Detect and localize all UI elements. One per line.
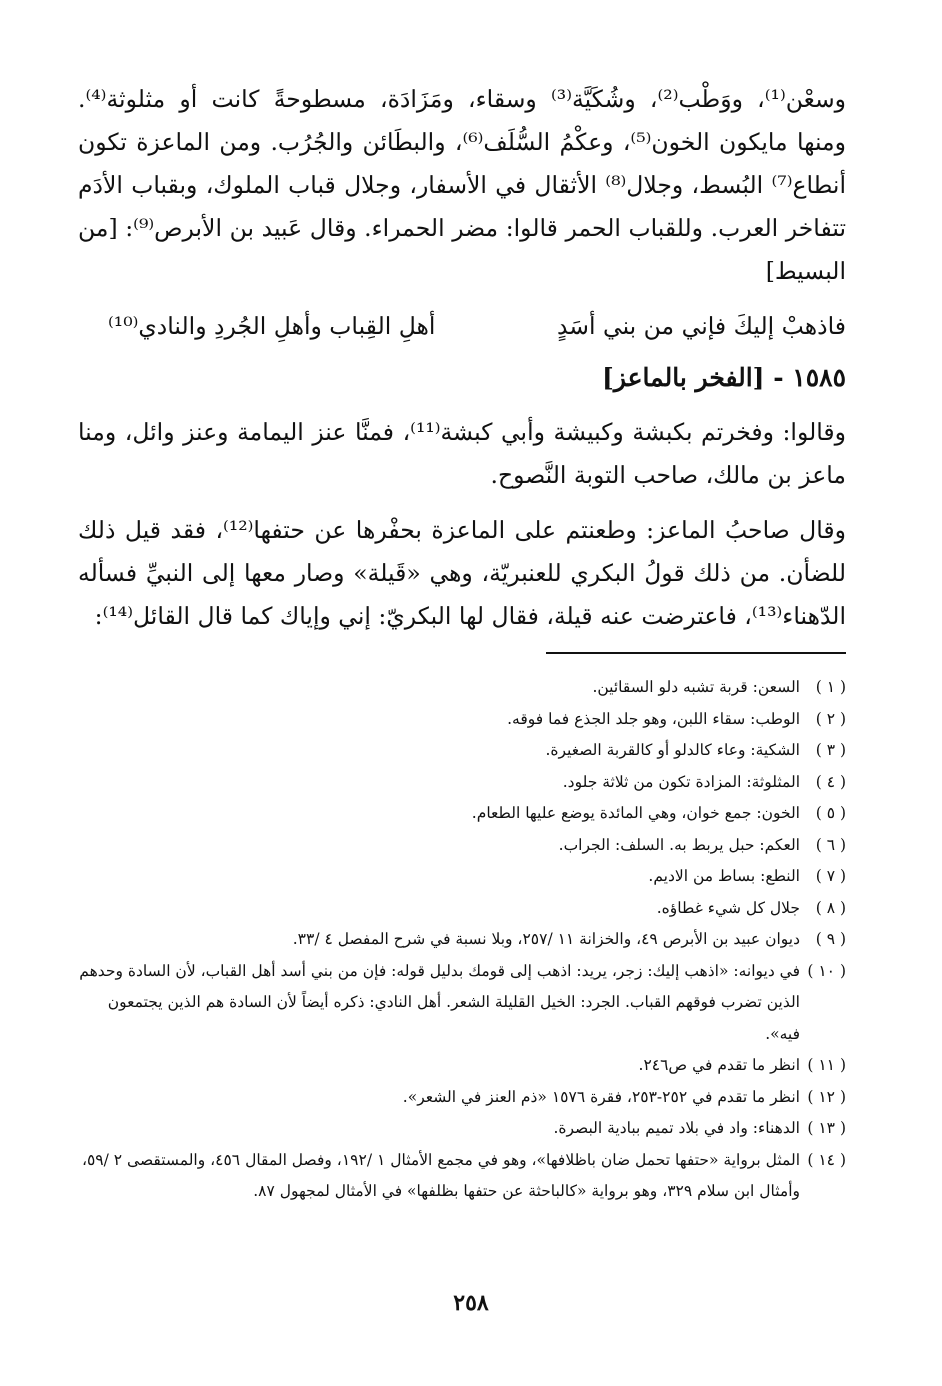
footnote [78,1145,846,1208]
footnote-number: ( ١٣ ) [807,1119,846,1137]
footnote [78,798,846,830]
footnote-number: ( ٨ ) [815,898,846,917]
footnote-text: جلال كل شيء غطاؤه. [656,898,800,917]
verse-second-hemistich: أهلِ القِباب وأهلِ الجُردِ والنادي⁽¹⁰⁾ [108,312,436,340]
footnote-number: ( ١٤ ) [807,1150,846,1169]
footnote-number: ( ١ ) [815,678,846,696]
main-text [78,78,846,650]
footnote-text: الدهناء: واد في بلاد تميم ببادية البصرة. [553,1119,800,1137]
footnote-number: ( ٧ ) [815,867,846,885]
footnote-text: في ديوانه: «اذهب إليك: زجر، يريد: اذهب إلى قومك بدليل قوله: فإن من بني أسد أهل القباب، لأن السادة وحدهم الذين تضرب فوقهم القباب. الجرد: الخيل القليلة الشعر. أهل النادي: ذكره أيضاً لأن السادة هم الذين يجتمعون فيه». [79,961,800,1043]
verse-first-hemistich: فاذهبْ إليكَ فإني من بني أسَدٍ [556,312,846,340]
footnote-text: الخون: جمع خوان، وهي المائدة يوضع عليها الطعام. [471,804,800,822]
page-number: ٢٥٨ [453,1290,489,1316]
footnote-text: السعن: قربة تشبه دلو السقائين. [592,678,800,696]
footnote [78,956,846,1051]
footnote [78,767,846,799]
footnote-number: ( ٥ ) [815,804,846,822]
footnote-text: ديوان عبيد بن الأبرص ٤٩، والخزانة ١١ /٢٥٧، وبلا نسبة في شرح المفصل ٤ /٣٣. [292,930,800,948]
footnote-number: ( ٦ ) [815,835,846,854]
footnote [78,1050,846,1082]
footnote [78,735,846,767]
footnote-text: انظر ما تقدم في ٢٥٢-٢٥٣، فقرة ١٥٧٦ «ذم العنز في الشعر». [402,1087,800,1106]
footnotes [78,672,846,1208]
footnote-text: النطع: بساط من الاديم. [648,867,800,885]
footnote-number: ( ٢ ) [815,709,846,728]
footnote [78,1082,846,1114]
paragraph-3: وقال صاحبُ الماعز: وطعنتم على الماعزة بحفْرها عن حتفها⁽¹²⁾، فقد قيل ذلك للضأن. من ذلك قولُ البكري للعنبريّة، وهي «قَيلة» وصار معها إلى النبيِّ فسأله الدّهناء⁽¹³⁾، فاعترضت عنه قيلة، فقال لها البكريّ: إني وإياك كما قال القائل⁽¹⁴⁾: [78,516,846,630]
footnote [78,1113,846,1145]
footnote-text: المثل برواية «حتفها تحمل ضان باظلافها»، وهو في مجمع الأمثال ١ /١٩٢، وفصل المقال ٤٥٦، والمستقصى ٢ /٥٩، وأمثال ابن سلام ٣٢٩، وهو برواية «كالباحثة عن حتفها بظلفها» في الأمثال لمجهول ٨٧. [81,1150,800,1200]
footnote-text: الشكية: وعاء كالدلو أو كالقربة الصغيرة. [545,741,800,759]
footnote-number: ( ٤ ) [815,772,846,791]
footnote-text: العكم: حبل يربط به. السلف: الجراب. [558,835,800,854]
footnote-divider [546,652,846,654]
footnote [78,704,846,736]
footnote-text: الوطب: سقاء اللبن، وهو جلد الجذع فما فوقه. [507,709,800,728]
footnote-number: ( ١٢ ) [807,1087,846,1106]
footnote-text: انظر ما تقدم في ص٢٤٦. [638,1056,800,1074]
footnote [78,861,846,893]
footnote-number: ( ٩ ) [815,930,846,948]
footnote [78,924,846,956]
footnote-number: ( ١١ ) [807,1056,846,1074]
footnote-number: ( ٣ ) [815,741,846,759]
footnote [78,830,846,862]
poem-verse [78,305,846,348]
footnote-text: المثلوثة: المزادة تكون من ثلاثة جلود. [562,772,800,791]
paragraph-1: وسعْن⁽¹⁾، ووَطْب⁽²⁾، وشُكَيَّة⁽³⁾ وسقاء، ومَزَادَة، مسطوحةً كانت أو مثلوثة⁽⁴⁾. ومنها مايكون الخون⁽⁵⁾، وعكْمُ السُّلَف⁽⁶⁾، والبطَائن والجُرُب. ومن الماعزة تكون أنطاع⁽⁷⁾ البُسط، وجلال⁽⁸⁾ الأثقال في الأسفار، وجلال قباب الملوك، وبقباب الأدَم تتفاخر العرب. وللقباب الحمر قالوا: مضر الحمراء. وقال عَبيد بن الأبرص⁽⁹⁾: [من البسيط] [78,85,847,285]
footnote-number: ( ١٠ ) [807,961,846,980]
section-heading: ١٥٨٥ - [الفخر بالماعز] [602,363,846,392]
footnote [78,672,846,704]
footnote [78,893,846,925]
paragraph-2: وقالوا: وفخرتم بكبشة وكبيشة وأبي كبشة⁽¹¹⁾، فمنَّا عنز اليمامة وعنز وائل، ومنا ماعز بن مالك، صاحب التوبة النَّصوح. [78,418,846,489]
